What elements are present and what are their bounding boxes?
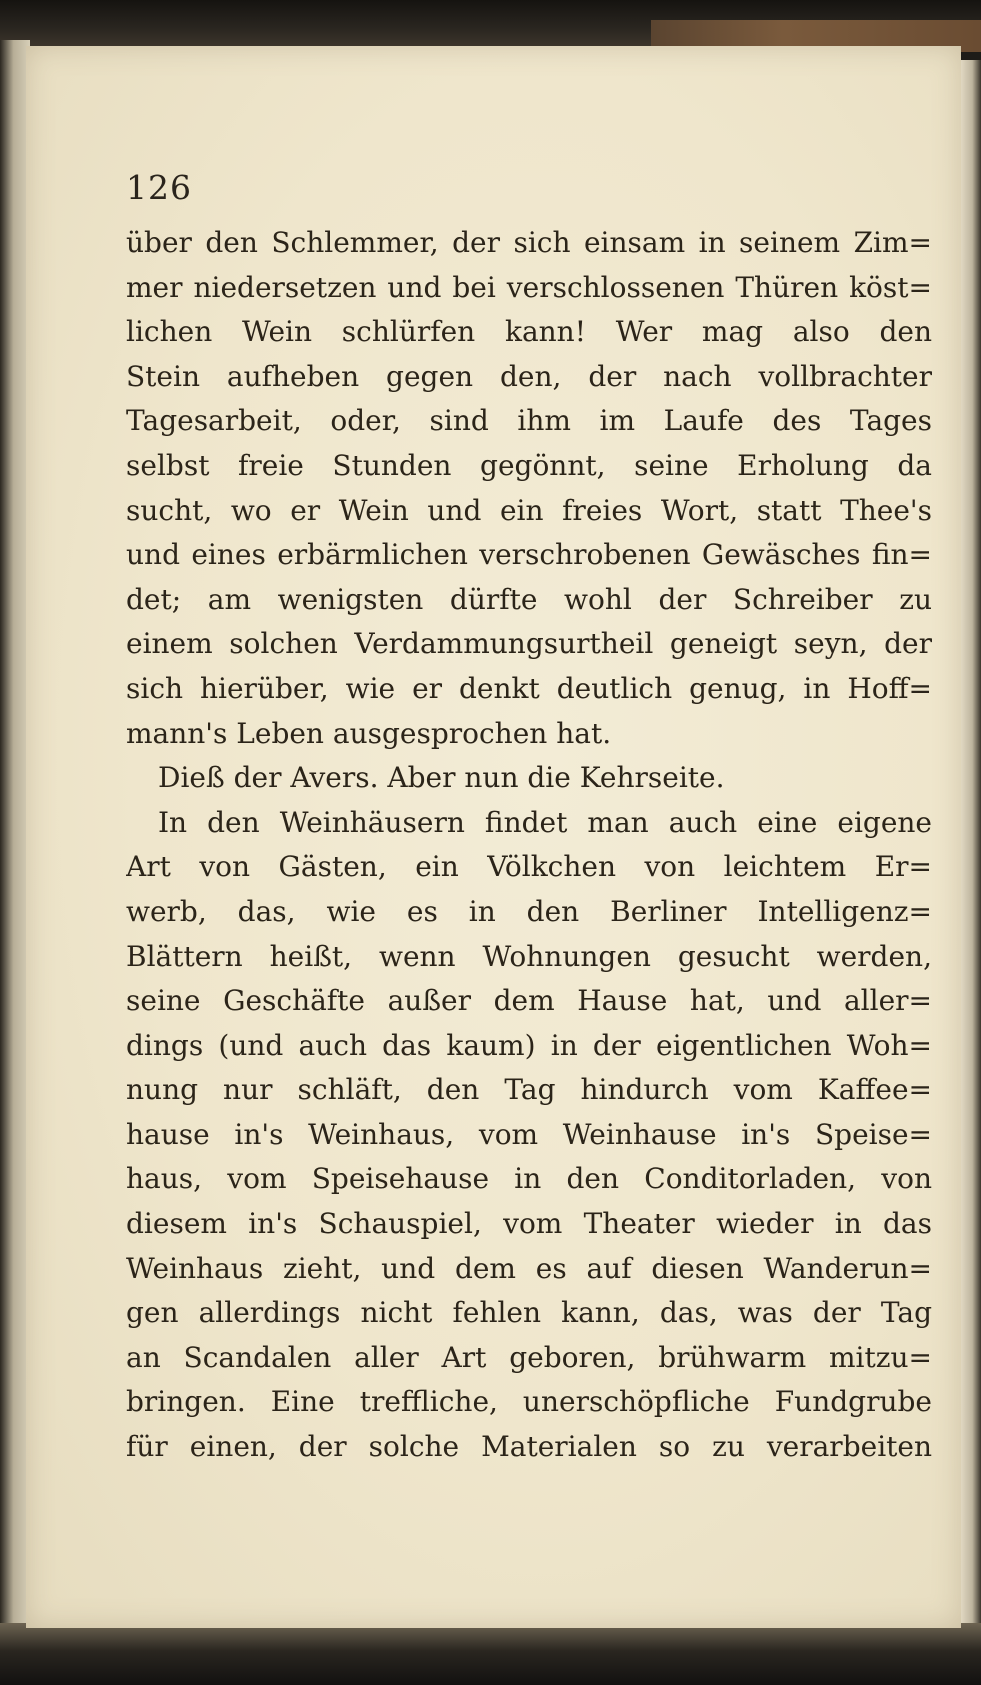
text-line: Dieß der Avers. Aber nun die Kehrseite. (158, 761, 725, 795)
text-line: Weinhaus zieht, und dem es auf diesen Wanderun= (126, 1251, 932, 1285)
text-line: über den Schlemmer, der sich einsam in seinem Zim= (126, 226, 932, 259)
page-number: 126 (126, 168, 192, 207)
text-line: gen allerdings nicht fehlen kann, das, was der Tag (126, 1296, 932, 1330)
text-line: Blättern heißt, wenn Wohnungen gesucht werden, (126, 939, 932, 973)
text-line: haus, vom Speisehause in den Conditorladen, von (126, 1162, 932, 1196)
text-line: Tagesarbeit, oder, sind ihm im Laufe des Tages (126, 404, 932, 438)
book-top-edge (0, 0, 981, 48)
book-page (26, 46, 961, 1628)
text-line: Art von Gästen, ein Völkchen von leichtem Er= (126, 850, 932, 884)
text-line: dings (und auch das kaum) in der eigentlichen Woh= (126, 1028, 932, 1062)
text-line: bringen. Eine treffliche, unerschöpfliche Fundgrube (126, 1385, 932, 1419)
text-line: werb, das, wie es in den Berliner Intelligenz= (126, 894, 932, 928)
text-line: an Scandalen aller Art geboren, brühwarm mitzu= (126, 1340, 932, 1374)
text-line: lichen Wein schlürfen kann! Wer mag also den (126, 315, 932, 349)
text-line: und eines erbärmlichen verschrobenen Gewäsches fin= (126, 538, 932, 572)
text-line: nung nur schläft, den Tag hindurch vom Kaffee= (126, 1073, 932, 1107)
text-line: für einen, der solche Materialen so zu verarbeiten (126, 1430, 932, 1464)
text-line: sucht, wo er Wein und ein freies Wort, statt Thee's (126, 493, 932, 527)
book-bottom-edge (0, 1623, 981, 1685)
text-line: mer niedersetzen und bei verschlossenen Thüren köst= (126, 270, 932, 304)
book-fore-edge (959, 60, 981, 1640)
body-text (126, 221, 932, 1470)
text-line: einem solchen Verdammungsurtheil geneigt seyn, der (126, 627, 932, 661)
text-line: det; am wenigsten dürfte wohl der Schreiber zu (126, 582, 932, 616)
text-line: sich hierüber, wie er denkt deutlich genug, in Hoff= (126, 671, 932, 705)
text-line: In den Weinhäusern findet man auch eine eigene (158, 805, 932, 839)
text-line: diesem in's Schauspiel, vom Theater wieder in das (126, 1207, 932, 1241)
text-line: mann's Leben ausgesprochen hat. (126, 716, 612, 750)
text-line: Stein aufheben gegen den, der nach vollbrachter (126, 359, 932, 393)
text-line: hause in's Weinhaus, vom Weinhause in's Speise= (126, 1117, 932, 1151)
text-line: seine Geschäfte außer dem Hause hat, und aller= (126, 984, 932, 1018)
text-line: selbst freie Stunden gegönnt, seine Erholung da (126, 448, 932, 482)
